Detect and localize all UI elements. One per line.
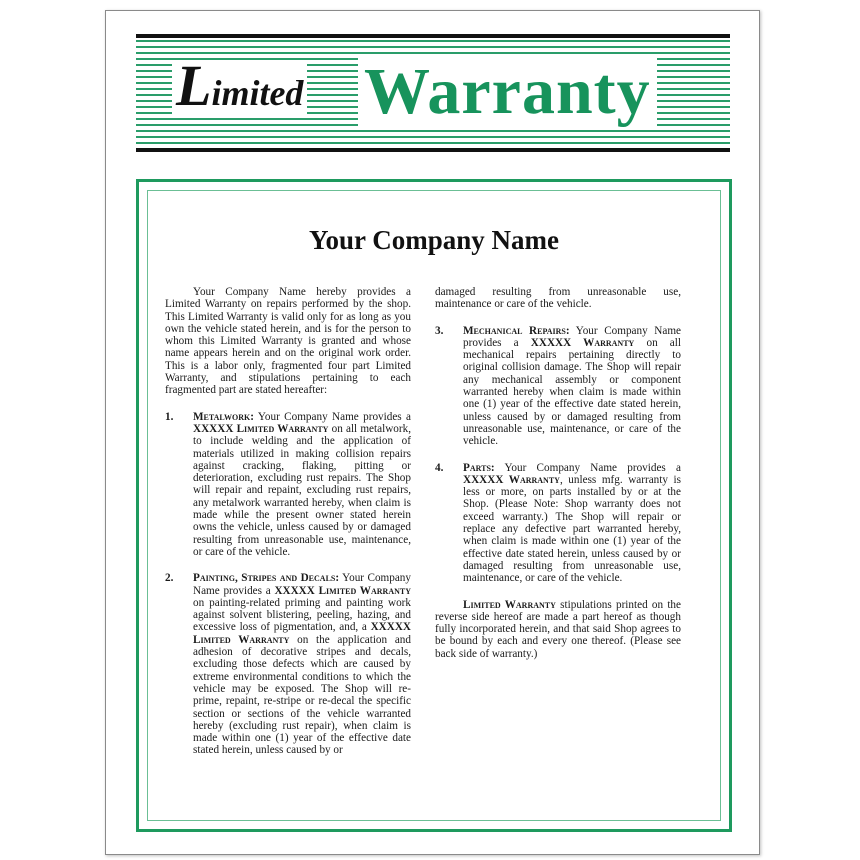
title-limited-initial: L [176,53,212,118]
item-text: on painting-related priming and painting work against solvent blistering, peeling, hazing, and excessive loss of pigmentation, and, a [193,596,411,634]
warranty-item-painting [165,572,411,756]
continuation-paragraph: damaged resulting from unreasonable use, maintenance or care of the vehicle. [435,286,681,311]
item-warranty-term: XXXXX Warranty [530,336,635,349]
item-text: , unless mfg. warranty is less or more, on parts installed by or at the Shop. (Please Note: Shop warranty does not exceed warranty.) The Shop will repair or replace any defective part warranted hereby, when claim is made within one (1) year of the effective date stated herein, unless caused by or damaged resulting from unreasonable use, maintenance, or care of the vehicle. [463,473,681,585]
item-text: Your Company Name provides a [494,461,681,474]
item-warranty-term: XXXXX Limited Warranty [274,584,411,597]
item-text: Your Company Name provides a [253,410,411,423]
company-name: Your Company Name [308,225,559,255]
item-number: 2. [165,572,174,585]
closing-text: stipulations printed on the reverse side hereof are made a part hereof as though fully incorporated herein, and that said Shop agrees to be bound by each and every one thereof. (Please see back side of warranty.) [435,598,681,660]
warranty-item-metalwork [165,411,411,559]
item-number: 4. [435,461,444,474]
item-text: Your Company Name provides a [193,572,411,597]
banner-top-rule [136,34,730,38]
item-heading: Parts: [463,461,495,474]
warranty-item-mechanical [435,325,681,448]
item-warranty-term: XXXXX Limited Warranty [193,422,329,435]
item-heading: Mechanical Repairs: [463,324,570,337]
right-column [435,286,681,674]
item-heading: Painting, Stripes and Decals: [193,572,340,585]
item-text: on all metalwork, to include welding and the application of materials utilized in making collision repairs against cracking, flaking, pitting or deterioration, excluding rust repairs. The Shop will repair and repaint, excluding rust repairs, any metalwork warranted hereby, when claim is made while the present owner stated herein owns the vehicle, unless caused by or damaged resulting from unreasonable use, maintenance, or care of the vehicle. [193,422,411,558]
title-limited-rest: imited [211,73,304,113]
intro-paragraph: Your Company Name hereby provides a Limited Warranty on repairs performed by the shop. This Limited Warranty is valid only for as long as you own the vehicle stated herein, and is for the person to whom this Limited Warranty is granted and whose name appears herein and on the original work order. This is a labor only, fragmented four part Limited Warranty, and stipulations pertaining to each fragmented part are stated hereafter: [165,286,411,397]
item-number: 3. [435,324,444,337]
item-warranty-term: XXXXX Limited Warranty [193,621,411,646]
closing-paragraph [435,599,681,660]
closing-warranty-term: Limited Warranty [463,598,556,611]
left-column [165,286,411,771]
title-banner [136,34,730,152]
title-limited [172,53,307,118]
item-text: Your Company Name provides a [463,324,681,349]
title-warranty: Warranty [358,54,657,130]
banner-bottom-rule [136,148,730,152]
item-text: on the application and adhesion of decorative stripes and decals, excluding those defects which are caused by extreme environmental conditions to which the vehicle may be exposed. The Shop will re-prime, repaint, re-stripe or re-decal the specific section or sections of the vehicle warranted hereby (excluding rust repair), when claim is made within one (1) year of the effective date stated herein, unless caused by or [193,633,411,757]
item-number: 1. [165,410,174,423]
content-frame [136,179,732,832]
item-warranty-term: XXXXX Warranty [463,473,560,486]
warranty-item-parts [435,462,681,585]
item-text: on all mechanical repairs pertaining directly to original collision damage. The Shop will repair any mechanical assembly or component warranted hereby when claim is made within one (1) year of the effective date stated herein, unless caused by or damaged resulting from unreasonable use, maintenance, or care of the vehicle. [463,336,681,448]
item-heading: Metalwork: [193,410,254,423]
warranty-document [105,10,760,855]
